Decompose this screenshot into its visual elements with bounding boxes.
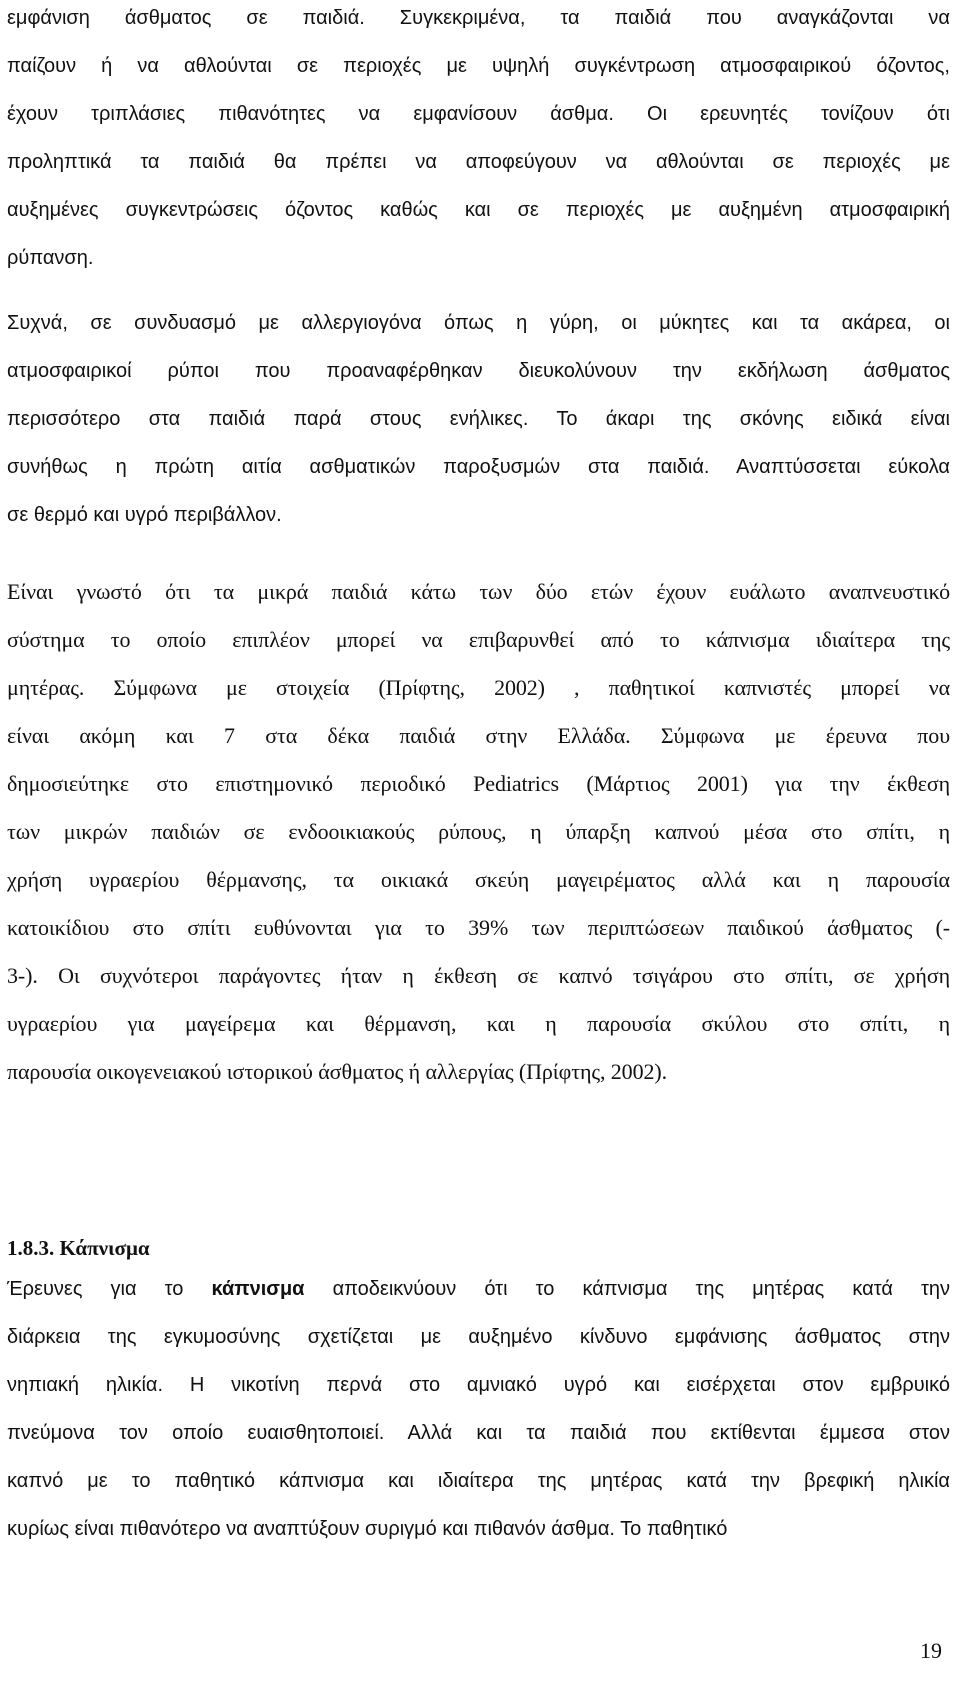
text-line: 3-). Οι συχνότεροι παράγοντες ήταν η έκθεση σε καπνό τσιγάρου στο σπίτι, σε χρήση	[7, 963, 950, 988]
text-line	[7, 1265, 950, 1313]
text-line: πνεύμονα τον οποίο ευαισθητοποιεί. Αλλά και τα παιδιά που εκτίθενται έμμεσα στον	[7, 1422, 950, 1444]
paragraph-4	[7, 1265, 950, 1553]
text-line: αυξημένες συγκεντρώσεις όζοντος καθώς και σε περιοχές με αυξημένη ατμοσφαιρική	[7, 199, 950, 221]
section-title: Κάπνισμα	[59, 1236, 150, 1260]
text-line: κατοικίδιου στο σπίτι ευθύνονται για το 39% των περιπτώσεων παιδικού άσθματος (-	[7, 915, 950, 940]
text-line: Είναι γνωστό ότι τα μικρά παιδιά κάτω των δύο ετών έχουν ευάλωτο αναπνευστικό	[7, 579, 950, 604]
text-line: κυρίως είναι πιθανότερο να αναπτύξουν συριγμό και πιθανόν άσθμα. Το παθητικό	[7, 1518, 728, 1540]
text-line: Συχνά, σε συνδυασμό με αλλεργιογόνα όπως η γύρη, οι μύκητες και τα ακάρεα, οι	[7, 312, 950, 334]
section-heading	[7, 1229, 150, 1267]
text-line: υγραερίου για μαγείρεμα και θέρμανση, και η παρουσία σκύλου στο σπίτι, η	[7, 1011, 950, 1036]
text-line: συνήθως η πρώτη αιτία ασθματικών παροξυσμών στα παιδιά. Αναπτύσσεται εύκολα	[7, 456, 950, 478]
text-line: σύστημα το οποίο επιπλέον μπορεί να επιβαρυνθεί από το κάπνισμα ιδιαίτερα της	[7, 627, 950, 652]
text-line: νηπιακή ηλικία. Η νικοτίνη περνά στο αμνιακό υγρό και εισέρχεται στον εμβρυικό	[7, 1374, 950, 1396]
text-line: διάρκεια της εγκυμοσύνης σχετίζεται με αυξημένο κίνδυνο εμφάνισης άσθματος στην	[7, 1326, 950, 1348]
text-line: έχουν τριπλάσιες πιθανότητες να εμφανίσουν άσθμα. Οι ερευνητές τονίζουν ότι	[7, 103, 950, 125]
bold-keyword: κάπνισμα	[211, 1278, 305, 1300]
text-line: παίζουν ή να αθλούνται σε περιοχές με υψηλή συγκέντρωση ατμοσφαιρικού όζοντος,	[7, 55, 950, 77]
text-line: ρύπανση.	[7, 247, 94, 269]
text-line: σε θερμό και υγρό περιβάλλον.	[7, 504, 282, 526]
text-line: είναι ακόμη και 7 στα δέκα παιδιά στην Ελλάδα. Σύμφωνα με έρευνα που	[7, 723, 950, 748]
paragraph-2	[7, 299, 950, 539]
text-line: μητέρας. Σύμφωνα με στοιχεία (Πρίφτης, 2002) , παθητικοί καπνιστές μπορεί να	[7, 675, 950, 700]
text-line: περισσότερο στα παιδιά παρά στους ενήλικες. Το άκαρι της σκόνης ειδικά είναι	[7, 408, 950, 430]
text-line: εμφάνιση άσθματος σε παιδιά. Συγκεκριμένα, τα παιδιά που αναγκάζονται να	[7, 7, 950, 29]
text-line: δημοσιεύτηκε στο επιστημονικό περιοδικό Pediatrics (Μάρτιος 2001) για την έκθεση	[7, 771, 950, 796]
text-line: προληπτικά τα παιδιά θα πρέπει να αποφεύγουν να αθλούνται σε περιοχές με	[7, 151, 950, 173]
paragraph-1	[7, 0, 950, 282]
text-line: χρήση υγραερίου θέρμανσης, τα οικιακά σκεύη μαγειρέματος αλλά και η παρουσία	[7, 867, 950, 892]
text-line: παρουσία οικογενειακού ιστορικού άσθματος ή αλλεργίας (Πρίφτης, 2002).	[7, 1059, 668, 1084]
paragraph-3	[7, 568, 950, 1096]
text-run: Έρευνες για το	[7, 1278, 212, 1300]
text-line: καπνό με το παθητικό κάπνισμα και ιδιαίτερα της μητέρας κατά την βρεφική ηλικία	[7, 1470, 950, 1492]
text-line: των μικρών παιδιών σε ενδοοικιακούς ρύπους, η ύπαρξη καπνού μέσα στο σπίτι, η	[7, 819, 950, 844]
text-line: ατμοσφαιρικοί ρύποι που προαναφέρθηκαν διευκολύνουν την εκδήλωση άσθματος	[7, 360, 950, 382]
section-number: 1.8.3.	[7, 1236, 55, 1260]
page-number: 19	[920, 1638, 942, 1663]
text-run: αποδεικνύουν ότι το κάπνισμα της μητέρας κατά την	[304, 1278, 950, 1300]
